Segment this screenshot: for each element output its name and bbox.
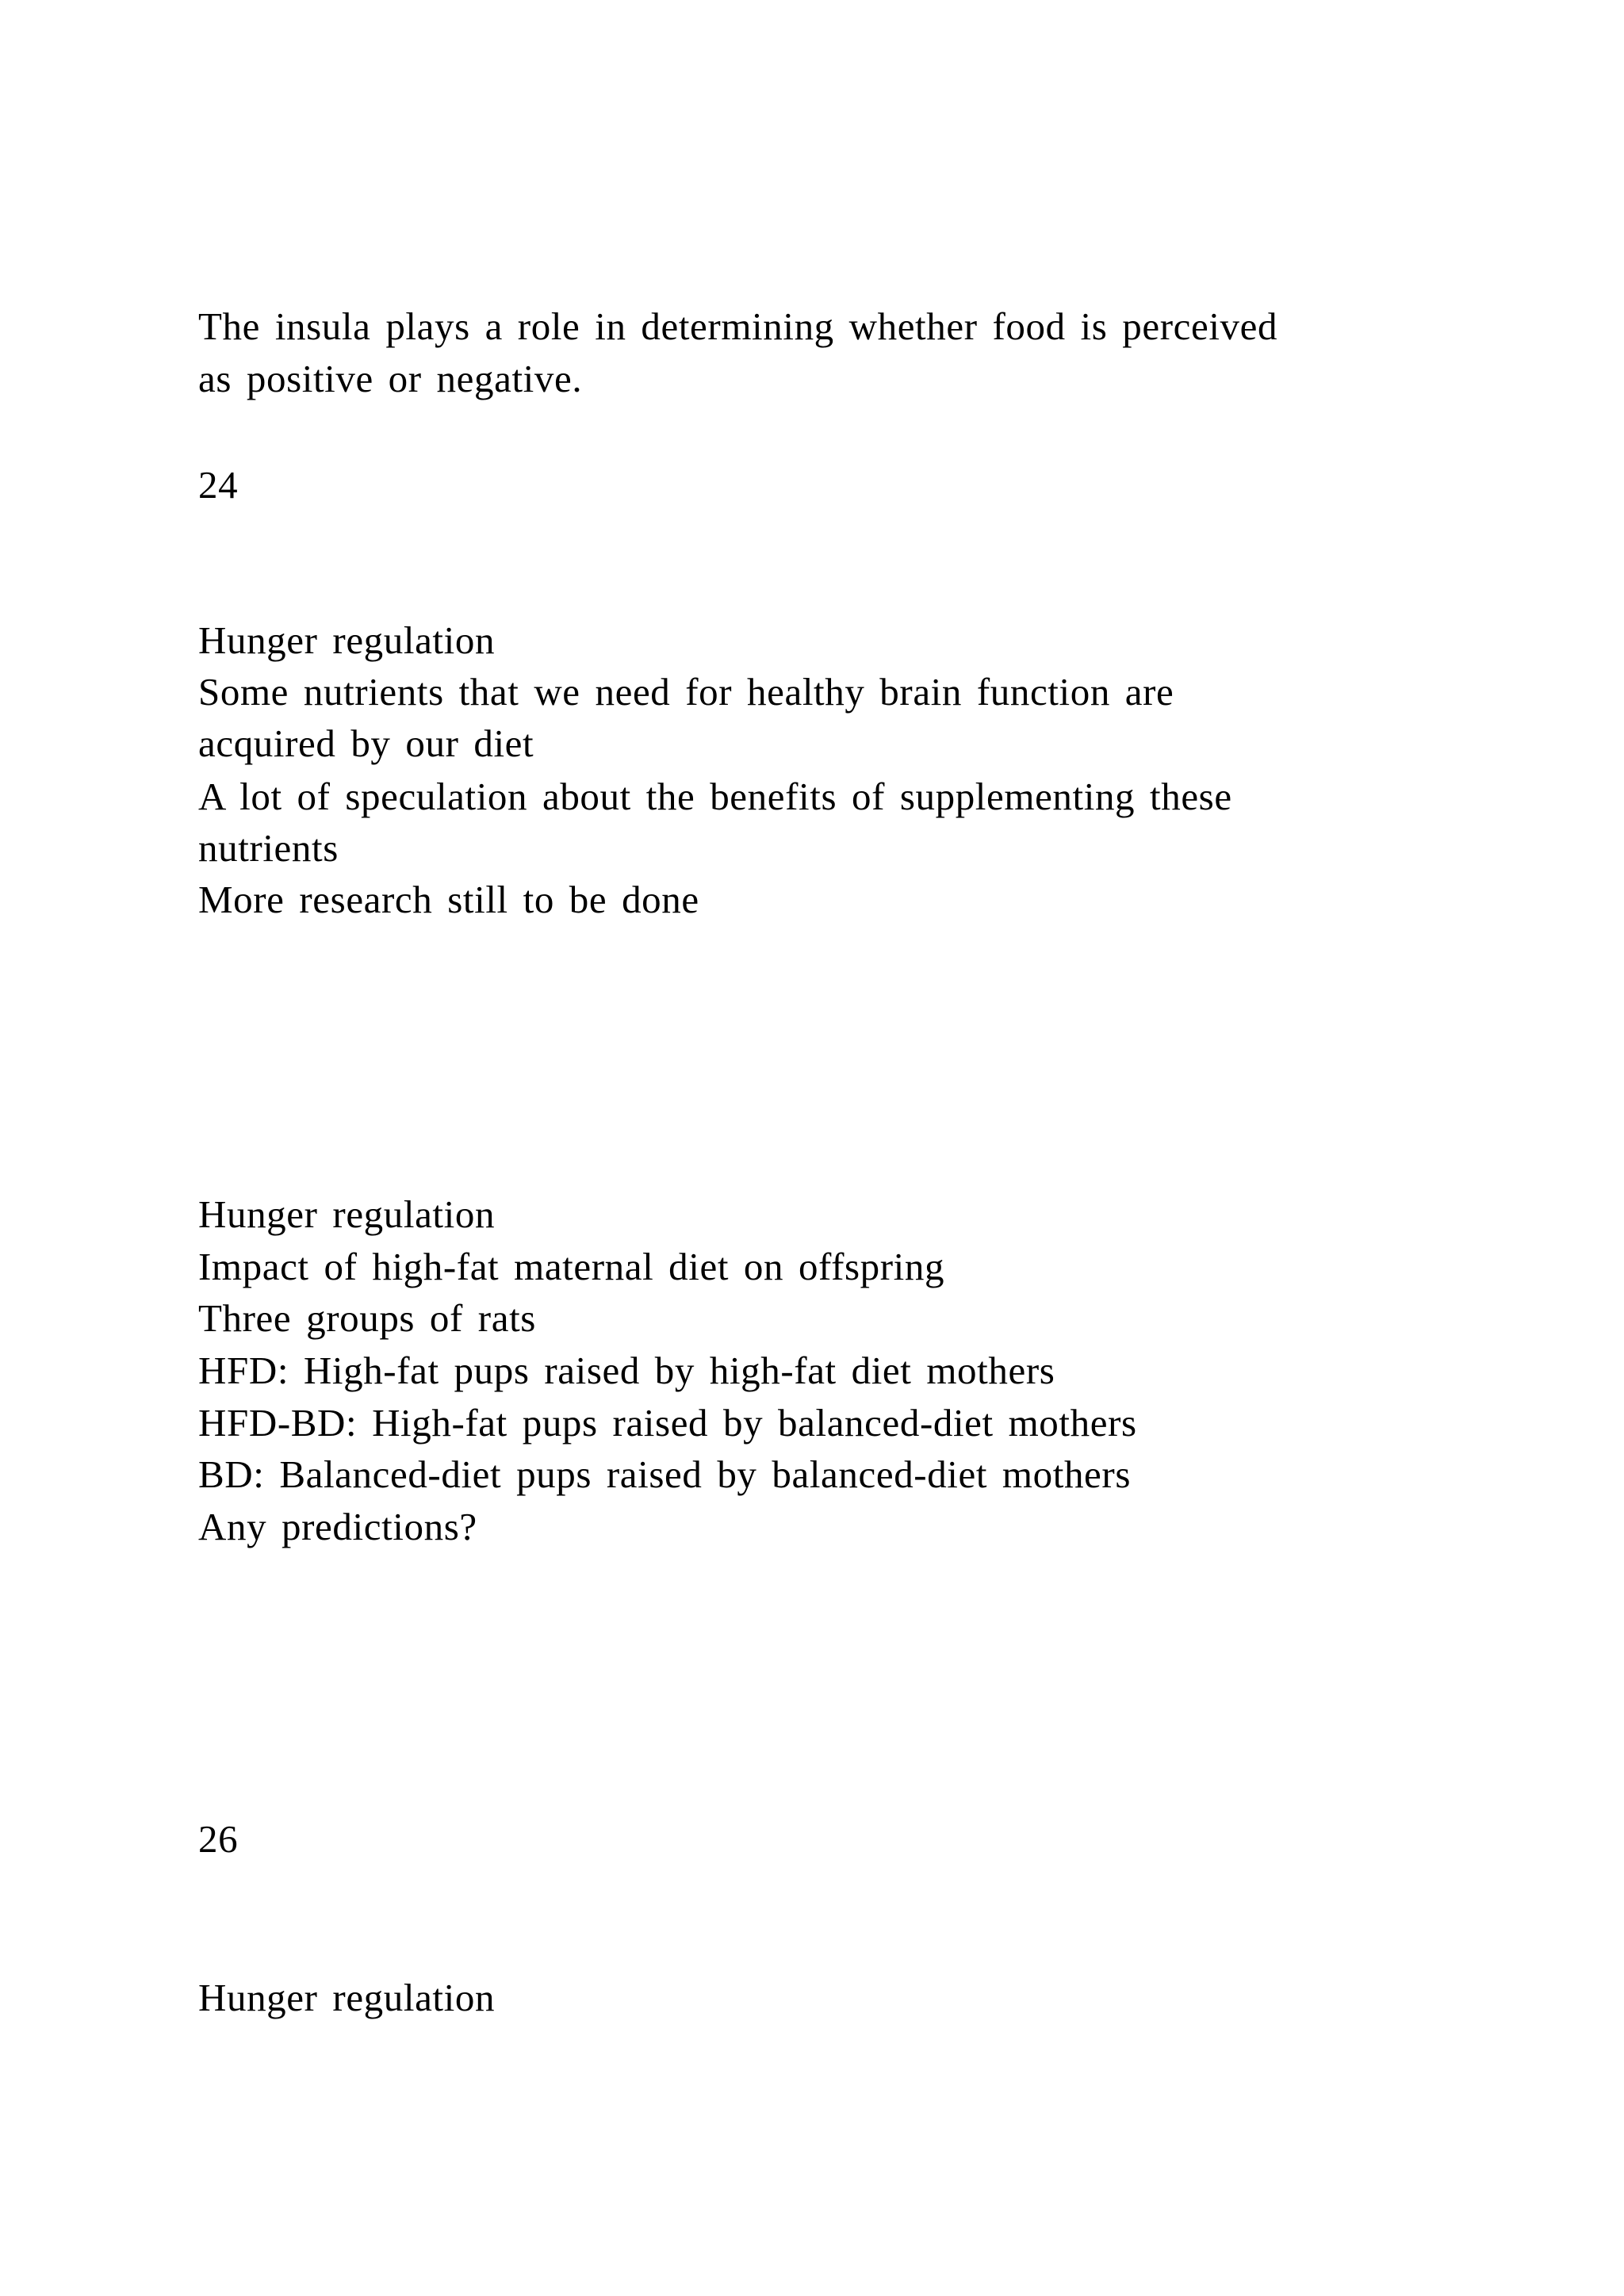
body-line: HFD: High-fat pups raised by high-fat diet mothers [198, 1349, 1055, 1392]
body-line: Impact of high-fat maternal diet on offspring [198, 1245, 945, 1288]
paragraph-line: as positive or negative. [198, 357, 583, 400]
body-line: Three groups of rats [198, 1296, 536, 1340]
section-heading: Hunger regulation [198, 1976, 496, 2019]
body-line: acquired by our diet [198, 721, 534, 765]
page-number: 24 [198, 463, 239, 507]
body-line: Any predictions? [198, 1505, 477, 1548]
section-heading: Hunger regulation [198, 1192, 496, 1236]
body-line: HFD-BD: High-fat pups raised by balanced-diet mothers [198, 1401, 1137, 1445]
section-heading: Hunger regulation [198, 618, 496, 662]
body-line: BD: Balanced-diet pups raised by balanced-diet mothers [198, 1452, 1131, 1496]
paragraph-line: The insula plays a role in determining whether food is perceived [198, 304, 1278, 348]
body-line: A lot of speculation about the benefits of supplementing these [198, 775, 1232, 818]
body-line: nutrients [198, 826, 339, 870]
page-number: 26 [198, 1817, 239, 1861]
body-line: More research still to be done [198, 878, 699, 921]
body-line: Some nutrients that we need for healthy brain function are [198, 670, 1174, 714]
